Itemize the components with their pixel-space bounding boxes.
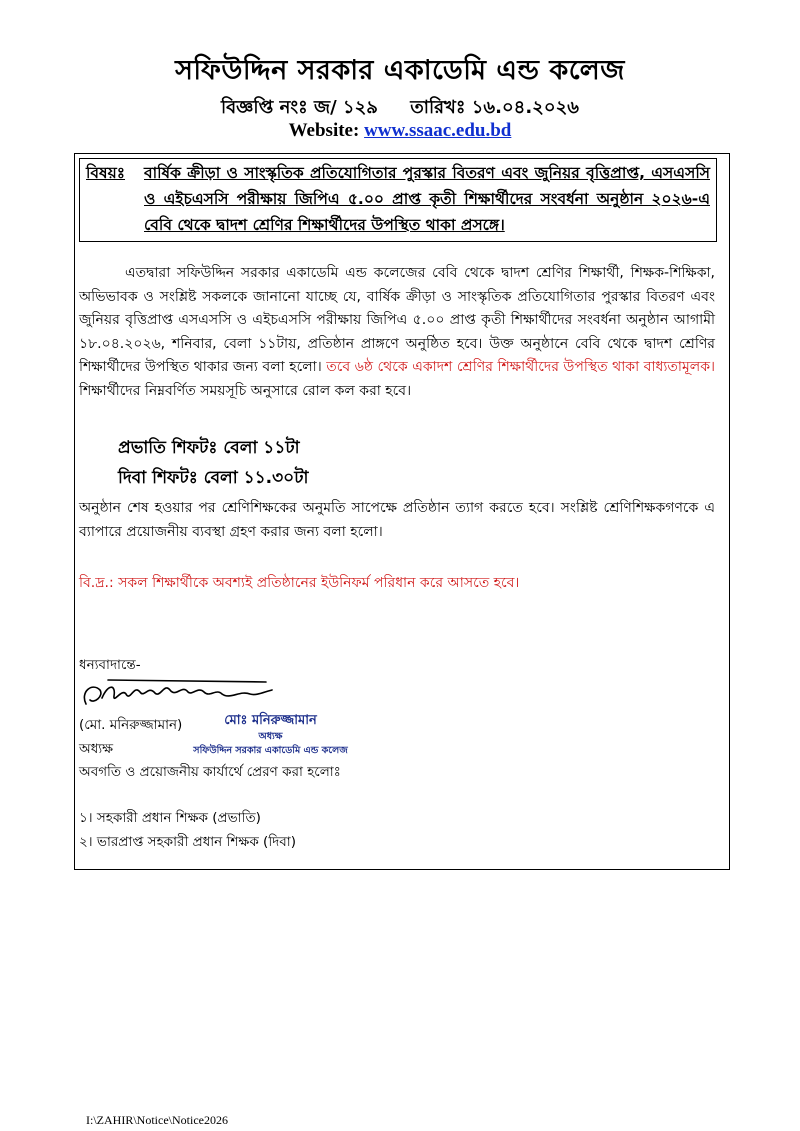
day-shift-time: দিবা শিফটঃ বেলা ১১.৩০টা xyxy=(118,468,309,488)
roll-call-note: শিক্ষার্থীদের নিম্নবর্ণিত সময়সূচি অনুসারে রোল কল করা হবে। xyxy=(79,382,412,399)
subject-text: বার্ষিক ক্রীড়া ও সাংস্কৃতিক প্রতিযোগিতার পুরস্কার বিতরণ এবং জুনিয়র বৃত্তিপ্রাপ্ত, এসএসসি ও এইচএসসি পরীক্ষায় জিপিএ ৫.০০ প্রাপ্ত কৃতী শিক্ষার্থীদের সংবর্ধনা অনুষ্ঠান ২০২৬-এ বেবি থেকে দ্বাদশ শ্রেণির শিক্ষার্থীদের উপস্থিত থাকা প্রসঙ্গে। xyxy=(144,164,710,234)
official-seal xyxy=(178,711,363,767)
subject-label: বিষয়ঃ xyxy=(86,164,126,182)
website-label: Website: xyxy=(288,120,360,141)
forwarding-line: অবগতি ও প্রয়োজনীয় কার্যার্থে প্রেরণ করা হলোঃ xyxy=(79,764,341,780)
recipient-item: ১। সহকারী প্রধান শিক্ষক (প্রভাতি) xyxy=(79,810,261,826)
seal-name: মোঃ মনিরুজ্জামান xyxy=(224,713,317,728)
website-link[interactable]: www.ssaac.edu.bd xyxy=(364,120,512,141)
body-paragraph-1-main: এতদ্বারা সফিউদ্দিন সরকার একাডেমি এন্ড কলেজের বেবি থেকে দ্বাদশ শ্রেণির শিক্ষার্থী, শিক্ষক-শিক্ষিকা, অভিভাবক ও সংশ্লিষ্ট সকলকে জানানো যাচ্ছে যে, বার্ষিক ক্রীড়া ও সাংস্কৃতিক প্রতিযোগিতার পুরস্কার বিতরণ এবং জুনিয়র বৃত্তিপ্রাপ্ত এসএসসি ও এইচএসসি পরীক্ষায় জিপিএ ৫.০০ প্রাপ্ত কৃতী শিক্ষার্থীদের সংবর্ধনা অনুষ্ঠান আগামী ১৮.০৪.২০২৬, শনিবার, বেলা ১১টায়, প্রতিষ্ঠান প্রাঙ্গণে অনুষ্ঠিত হবে। উক্ত অনুষ্ঠানে বেবি থেকে দ্বাদশ শ্রেণির শিক্ষার্থীদের উপস্থিত থাকার জন্য বলা হলো। xyxy=(79,265,715,375)
principal-designation: অধ্যক্ষ xyxy=(79,741,114,757)
body-paragraph-1 xyxy=(79,262,715,403)
file-path-footer: I:\ZAHIR\Notice\Notice2026 xyxy=(86,1113,228,1127)
notice-date: তারিখঃ ১৬.০৪.২০২৬ xyxy=(410,97,579,118)
notice-number: বিজ্ঞপ্তি নংঃ জ/ ১২৯ xyxy=(221,97,378,118)
college-name: সফিউদ্দিন সরকার একাডেমি এন্ড কলেজ xyxy=(175,55,625,86)
seal-institution: সফিউদ্দিন সরকার একাডেমি এন্ড কলেজ xyxy=(193,745,348,756)
mandatory-attendance-note: তবে ৬ষ্ঠ থেকে একাদশ শ্রেণির শিক্ষার্থীদের উপস্থিত থাকা বাধ্যতামূলক। xyxy=(326,359,716,375)
seal-designation: অধ্যক্ষ xyxy=(258,731,283,742)
principal-name: (মো. মনিরুজ্জামান) xyxy=(79,717,183,733)
uniform-note: বি.দ্র.: সকল শিক্ষার্থীকে অবশ্যই প্রতিষ্ঠানের ইউনিফর্ম পরিধান করে আসতে হবে। xyxy=(79,575,520,591)
subject-box xyxy=(79,158,717,242)
recipient-item: ২। ভারপ্রাপ্ত সহকারী প্রধান শিক্ষক (দিবা) xyxy=(79,834,296,850)
body-paragraph-2: অনুষ্ঠান শেষ হওয়ার পর শ্রেণিশিক্ষকের অনুমতি সাপেক্ষে প্রতিষ্ঠান ত্যাগ করতে হবে। সংশ্লিষ্ট শ্রেণিশিক্ষকগণকে এ ব্যাপারে প্রয়োজনীয় ব্যবস্থা গ্রহণ করার জন্য বলা হলো। xyxy=(79,500,715,540)
closing-thanks: ধন্যবাদান্তে- xyxy=(79,657,141,673)
morning-shift-time: প্রভাতি শিফটঃ বেলা ১১টা xyxy=(118,438,300,458)
website-line xyxy=(0,120,800,142)
